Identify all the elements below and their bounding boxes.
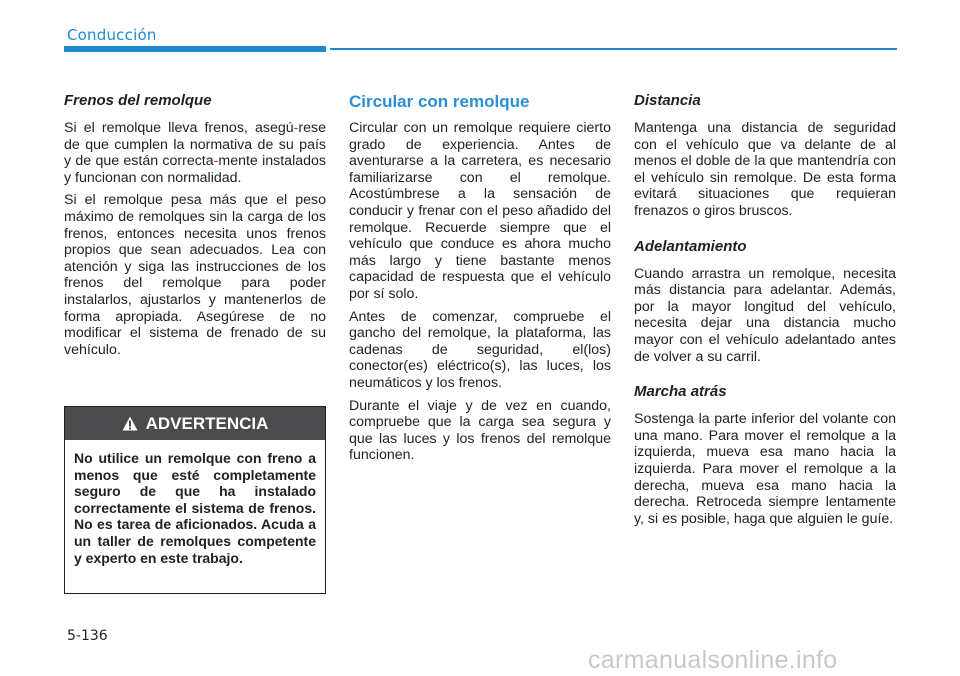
watermark: carmanualsonline.info xyxy=(588,646,838,674)
section-title: Conducción xyxy=(67,26,157,44)
heading-overtaking: Adelantamiento xyxy=(634,237,747,255)
paragraph-reversing: Sostenga la parte inferior del volante con una mano. Para mover el remolque a la izquierda, mueva esa mano hacia la izquierda. Para mover el remolque a la derecha, mueva esa mano hacia la derecha. Retroceda siempre lentamente y, si es posible, haga que alguien le guíe. xyxy=(634,411,896,527)
page-number: 5-136 xyxy=(67,628,108,644)
warning-title: ADVERTENCIA xyxy=(145,413,269,433)
header-bar-thin xyxy=(330,48,897,50)
warning-box xyxy=(64,406,326,594)
paragraph-trailer-brakes-2: Si el remolque pesa más que el peso máximo de remolques sin la carga de los frenos, entonces necesita unos frenos propios que sean adecuados. Lea con atención y siga las instrucciones de los frenos del remolque para poder instalarlos, ajustarlos y mantenerlos de forma apropiada. Asegúrese de no modificar el sistema de frenado de su vehículo. xyxy=(64,192,326,358)
paragraph-driving-2: Antes de comenzar, compruebe el gancho del remolque, la plataforma, las cadenas de seguridad, el(los) conector(es) eléctrico(s), las luces, los neumáticos y los frenos. xyxy=(349,308,611,391)
paragraph-driving-1: Circular con un remolque requiere cierto grado de experiencia. Antes de aventurarse a la carretera, es necesario familiarizarse con el remolque. Acostúmbrese a la sensación de conducir y frenar con el peso añadido del remolque. Recuerde siempre que el vehículo que conduce es ahora mucho más largo y tiene bastante menos capacidad de respuesta que el vehículo por sí solo. xyxy=(349,120,611,302)
paragraph-trailer-brakes-1: Si el remolque lleva frenos, asegú-rese de que cumplen la normativa de su país y de que están correcta-mente instalados y funcionan con normalidad. xyxy=(64,120,326,186)
heading-distance: Distancia xyxy=(634,92,701,109)
paragraph-distance: Mantenga una distancia de seguridad con el vehículo que va delante de al menos el doble de la que mantendría con el vehículo sin remolque. De esta forma evitará situaciones que requieran frenazos o giros bruscos. xyxy=(634,120,896,219)
heading-reversing: Marcha atrás xyxy=(634,383,727,401)
warning-header xyxy=(65,407,325,440)
heading-driving-with-trailer: Circular con remolque xyxy=(349,92,530,111)
column-left xyxy=(64,92,326,364)
column-middle xyxy=(349,92,611,470)
warning-text: No utilice un remolque con freno a menos que esté completamente seguro de que ha instalado correctamente el sistema de frenos. No es tarea de aficionados. Acuda a un taller de remolques competente y experto en este trabajo. xyxy=(74,450,316,566)
heading-trailer-brakes: Frenos del remolque xyxy=(64,92,212,109)
warning-triangle-icon xyxy=(122,416,138,431)
paragraph-overtaking: Cuando arrastra un remolque, necesita más distancia para adelantar. Además, por la mayor longitud del vehículo, necesita dejar una distancia mucho mayor con el vehículo adelantado antes de volver a su carril. xyxy=(634,265,896,365)
paragraph-driving-3: Durante el viaje y de vez en cuando, compruebe que la carga sea segura y que las luces y los frenos del remolque funcionen. xyxy=(349,397,611,464)
header-bar-thick xyxy=(64,46,326,52)
column-right xyxy=(634,92,896,533)
